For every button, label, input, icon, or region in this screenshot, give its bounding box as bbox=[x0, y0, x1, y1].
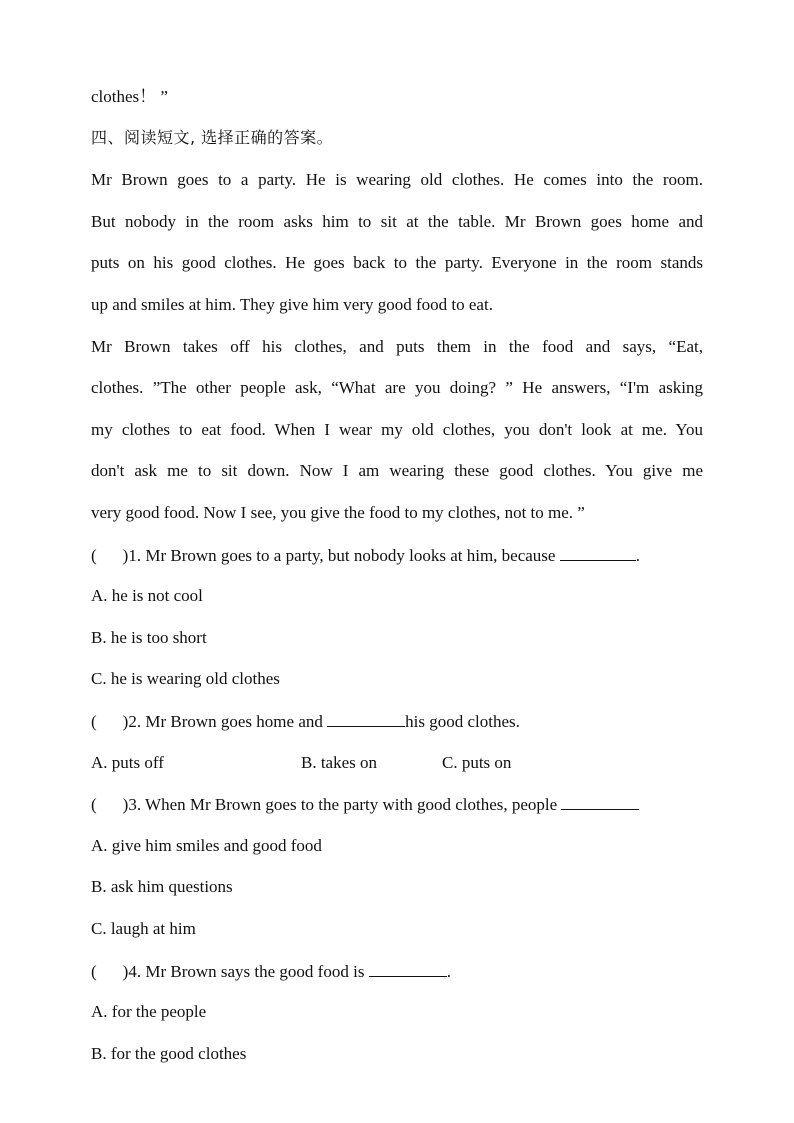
option-a: A. give him smiles and good food bbox=[91, 836, 322, 855]
option-b: B. ask him questions bbox=[91, 877, 233, 896]
option-a: A. for the people bbox=[91, 1002, 207, 1021]
continuation-line: clothes！ ” bbox=[91, 87, 168, 106]
option-c: C. puts on bbox=[442, 753, 512, 772]
answer-blank[interactable] bbox=[561, 793, 639, 810]
answer-blank[interactable] bbox=[369, 960, 447, 977]
passage-line: up and smiles at him. They give him very good food to eat. bbox=[91, 295, 493, 314]
option-a: A. puts off bbox=[91, 753, 164, 772]
option-c: C. he is wearing old clothes bbox=[91, 669, 280, 688]
question-1 bbox=[91, 544, 703, 567]
question-text: )4. Mr Brown says the good food is bbox=[122, 962, 365, 981]
question-4 bbox=[91, 960, 703, 983]
option-b: B. for the good clothes bbox=[91, 1044, 247, 1063]
section-heading: 四、阅读短文, 选择正确的答案。 bbox=[91, 128, 334, 147]
question-tail: his good clothes. bbox=[405, 712, 520, 731]
passage-line: Mr Brown takes off his clothes, and puts them in the food and says, “Eat, bbox=[91, 337, 703, 356]
option-b: B. he is too short bbox=[91, 628, 207, 647]
option-a: A. he is not cool bbox=[91, 586, 203, 605]
passage-line: puts on his good clothes. He goes back to the party. Everyone in the room stands bbox=[91, 253, 703, 272]
question-text: )3. When Mr Brown goes to the party with good clothes, people bbox=[122, 795, 558, 814]
question-open-paren: ( bbox=[91, 546, 97, 565]
passage-line: But nobody in the room asks him to sit at the table. Mr Brown goes home and bbox=[91, 212, 703, 231]
passage-line: Mr Brown goes to a party. He is wearing old clothes. He comes into the room. bbox=[91, 170, 703, 189]
passage-line: don't ask me to sit down. Now I am wearing these good clothes. You give me bbox=[91, 461, 703, 480]
passage-line: clothes. ”The other people ask, “What are you doing? ” He answers, “I'm asking bbox=[91, 378, 703, 397]
question-3 bbox=[91, 793, 703, 816]
passage-line: very good food. Now I see, you give the food to my clothes, not to me. ” bbox=[91, 503, 585, 522]
question-tail: . bbox=[446, 962, 451, 981]
answer-blank[interactable] bbox=[560, 544, 636, 561]
answer-blank[interactable] bbox=[327, 710, 405, 727]
question-open-paren: ( bbox=[91, 795, 97, 814]
question-text: )2. Mr Brown goes home and bbox=[122, 712, 323, 731]
question-text: )1. Mr Brown goes to a party, but nobody looks at him, because bbox=[122, 546, 556, 565]
question-open-paren: ( bbox=[91, 962, 97, 981]
passage-line: my clothes to eat food. When I wear my old clothes, you don't look at me. You bbox=[91, 420, 703, 439]
question-tail: . bbox=[635, 546, 640, 565]
option-c: C. laugh at him bbox=[91, 919, 196, 938]
question-2 bbox=[91, 710, 703, 733]
option-b: B. takes on bbox=[301, 753, 378, 772]
question-open-paren: ( bbox=[91, 712, 97, 731]
